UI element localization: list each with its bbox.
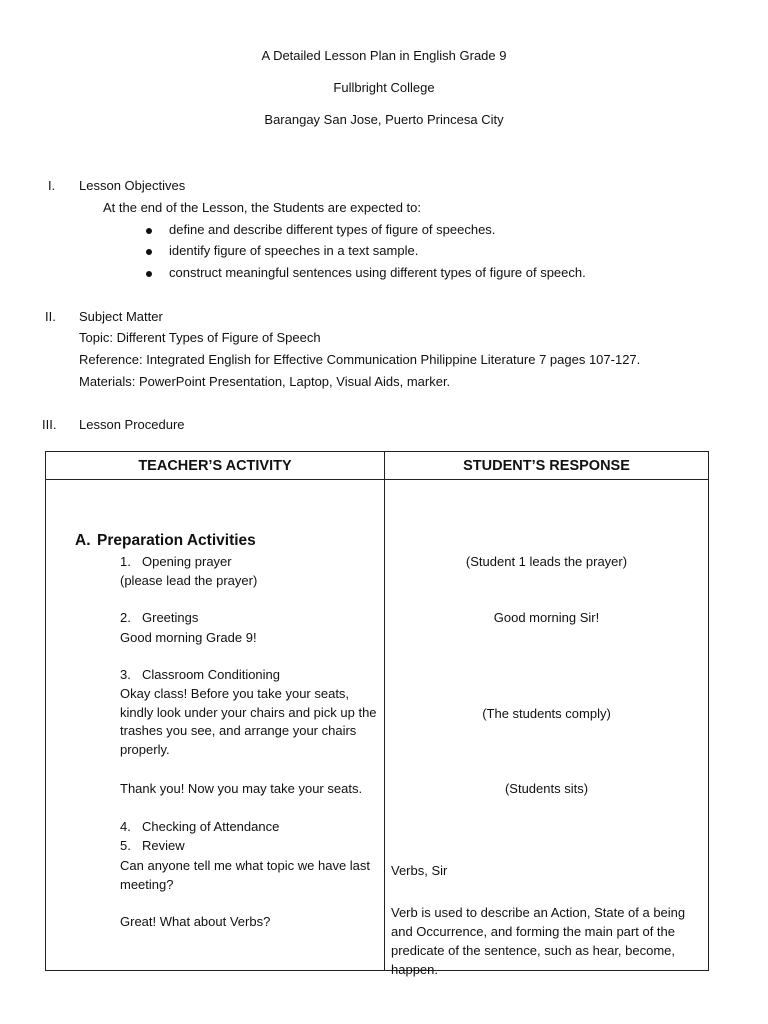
school-address: Barangay San Jose, Puerto Princesa City [264, 112, 504, 127]
topic-line: Topic: Different Types of Figure of Speech [79, 330, 321, 345]
objective-text: identify figure of speeches in a text sample. [169, 243, 419, 258]
item-number: 4. [120, 819, 131, 834]
item-title: Classroom Conditioning [142, 667, 281, 682]
student-response: (The students comply) [482, 706, 611, 721]
section-numeral: III. [42, 417, 57, 432]
item-text: Good morning Grade 9! [120, 630, 257, 645]
table-header-row [46, 452, 709, 480]
objective-bullet [169, 264, 586, 282]
student-response: Verb is used to describe an Action, State of a being and Occurrence, and forming the main part of the predicate of the sentence, such as hear, become, happen. [391, 905, 686, 977]
item-text: Okay class! Before you take your seats, kindly look under your chairs and pick up the trashes you see, and arrange your chairs properly. [120, 686, 377, 757]
lesson-procedure-table [45, 451, 709, 977]
item-title: Checking of Attendance [142, 819, 280, 834]
item-number: 5. [120, 838, 131, 853]
item-text: (please lead the prayer) [120, 573, 258, 588]
item-number: 3. [120, 667, 131, 682]
document-title: A Detailed Lesson Plan in English Grade 9 [261, 48, 507, 63]
item-text: Thank you! Now you may take your seats. [120, 781, 363, 796]
item-title: Greetings [142, 610, 199, 625]
bullet-icon [146, 228, 152, 234]
item-number: 2. [120, 610, 131, 625]
section-title: Subject Matter [79, 309, 163, 324]
prep-title: Preparation Activities [97, 532, 256, 549]
section-numeral: II. [45, 309, 56, 324]
objective-text: define and describe different types of figure of speeches. [169, 222, 496, 237]
bullet-icon [146, 249, 152, 255]
objectives-intro: At the end of the Lesson, the Students are expected to: [103, 200, 421, 215]
item-text: Great! What about Verbs? [120, 914, 271, 929]
item-text: Can anyone tell me what topic we have last meeting? [120, 858, 371, 892]
student-response-cell [385, 480, 709, 977]
item-number: 1. [120, 554, 131, 569]
materials-line: Materials: PowerPoint Presentation, Laptop, Visual Aids, marker. [79, 374, 451, 389]
objective-bullet [169, 242, 418, 260]
student-response: (Student 1 leads the prayer) [465, 554, 628, 569]
student-response: (Students sits) [504, 781, 589, 796]
objective-bullet [169, 221, 495, 239]
section-numeral: I. [48, 178, 56, 193]
teacher-activity-cell [46, 480, 385, 971]
item-title: Opening prayer [142, 554, 232, 569]
bullet-icon [146, 271, 152, 277]
student-response: Verbs, Sir [391, 863, 448, 878]
teacher-activity-header: TEACHER’S ACTIVITY [46, 452, 385, 480]
prep-letter: A. [75, 532, 91, 549]
section-title: Lesson Objectives [79, 178, 186, 193]
objective-text: construct meaningful sentences using different types of figure of speech. [169, 265, 586, 280]
student-response-header: STUDENT’S RESPONSE [385, 452, 709, 480]
student-response: Good morning Sir! [493, 610, 600, 625]
reference-line: Reference: Integrated English for Effective Communication Philippine Literature 7 pages 107-127. [79, 352, 641, 367]
section-title: Lesson Procedure [79, 417, 185, 432]
table-row [46, 480, 709, 971]
item-title: Review [142, 838, 185, 853]
school-name: Fullbright College [333, 80, 435, 95]
